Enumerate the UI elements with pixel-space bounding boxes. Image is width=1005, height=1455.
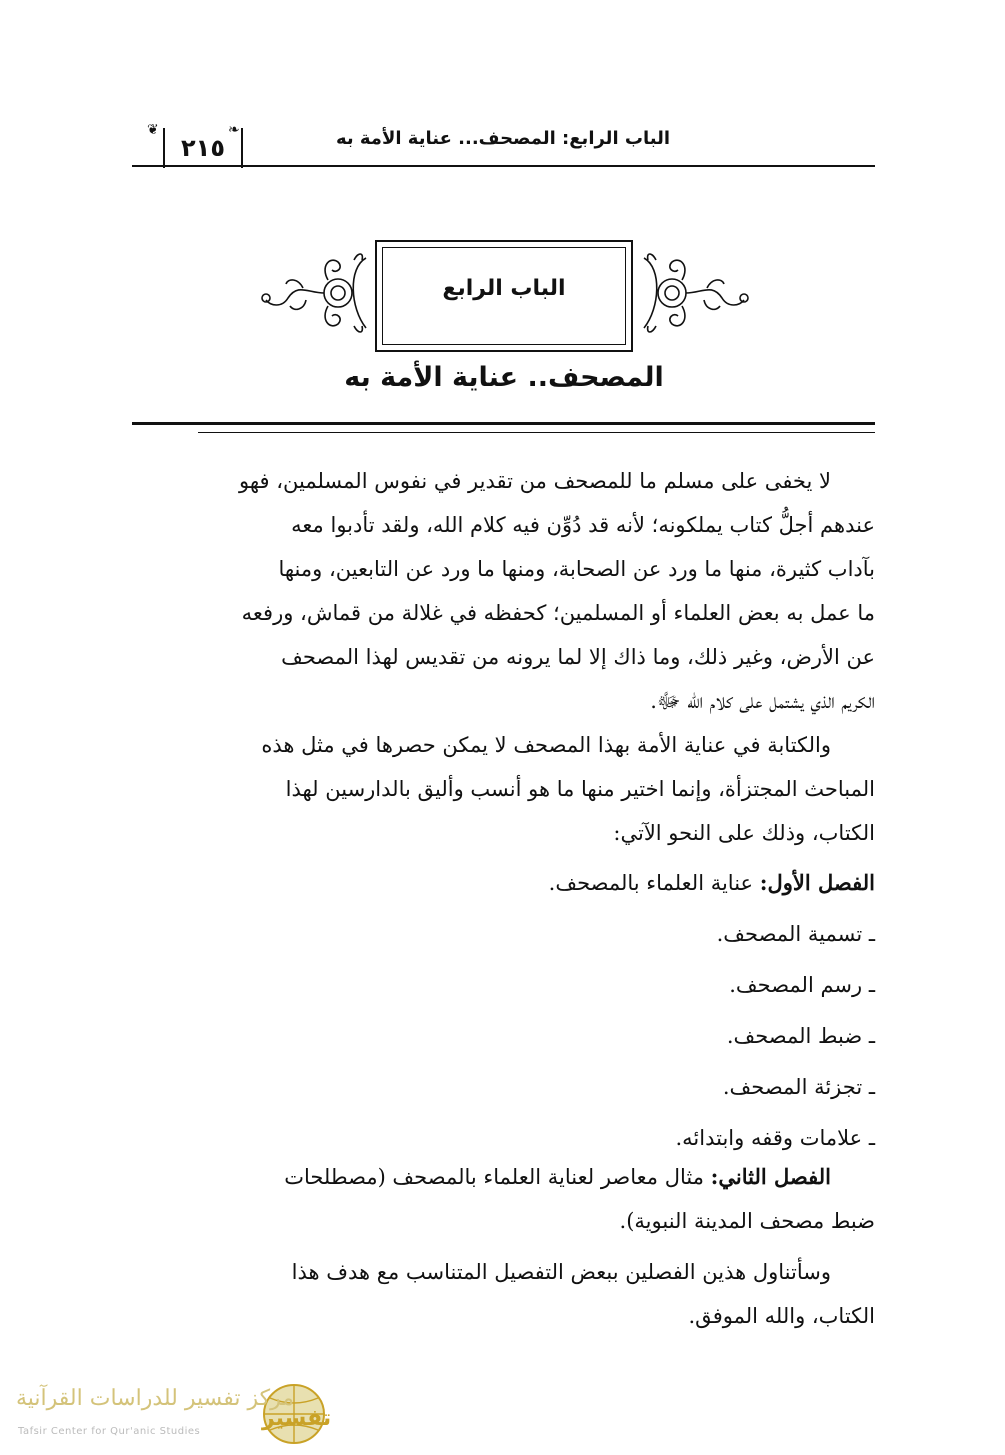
text-line: عندهم أجلُّ كتاب يملكونه؛ لأنه قد دُوِّن فيه كلام الله، ولقد تأدبوا معه: [291, 513, 875, 537]
section-one-label: الفصل الأول:: [759, 870, 875, 895]
list-item: ـ علامات وقفه وابتدائه.: [675, 1126, 875, 1150]
section-two-heading: [132, 1155, 875, 1243]
chapter-label: الباب الرابع: [442, 276, 566, 301]
section-two-text: مثال معاصر لعناية العلماء بالمصحف (مصطلحات: [284, 1165, 711, 1189]
page-number: ٢١٥: [163, 128, 243, 168]
section-one-text: عناية العلماء بالمصحف.: [548, 871, 760, 895]
text-line: لا يخفى على مسلم ما للمصحف من تقدير في نفوس المسلمين، فهو: [239, 469, 831, 493]
section-two-label: الفصل الثاني:: [710, 1164, 831, 1189]
header-divider: [132, 165, 875, 167]
list-item: ـ رسم المصحف.: [729, 973, 875, 997]
paragraph-closing: [132, 1250, 875, 1338]
text-line: المباحث المجتزأة، وإنما اختير منها ما هو أنسب وأليق بالدارسين لهذا: [285, 777, 875, 801]
text-line: والكتابة في عناية الأمة بهذا المصحف لا يمكن حصرها في مثل هذه: [261, 733, 831, 757]
logo-wordmark: تفسير: [262, 1406, 332, 1431]
text-line: ما عمل به بعض العلماء أو المسلمين؛ كحفظه في غلالة من قماش، ورفعه: [241, 601, 875, 625]
logo-english-name: Tafsir Center for Qur'anic Studies: [18, 1426, 201, 1437]
title-divider-thin: [198, 432, 875, 433]
chapter-subtitle: المصحف.. عناية الأمة به: [344, 362, 664, 393]
list-item: ـ تجزئة المصحف.: [722, 1075, 875, 1099]
page-number-ornament-icon: ❧: [228, 122, 240, 138]
text-line: وسأتناول هذين الفصلين ببعض التفصيل المتناسب مع هدف هذا: [291, 1260, 831, 1284]
list-item: ـ ضبط المصحف.: [726, 1024, 875, 1048]
text-line: الكتاب، والله الموفق.: [688, 1304, 875, 1328]
paragraph-scope: [132, 723, 875, 855]
paragraph-intro: [132, 459, 875, 723]
floral-ornament-icon: [258, 248, 368, 338]
text-line: ضبط مصحف المدينة النبوية).: [619, 1209, 875, 1233]
text-line: [132, 1155, 875, 1199]
section-one-heading: [132, 861, 919, 905]
list-item: ـ تسمية المصحف.: [716, 922, 875, 946]
text-line: الكتاب، وذلك على النحو الآتي:: [613, 821, 875, 845]
text-line: الكريم الذي يشتمل على كلام الله ﷻ.: [650, 689, 875, 713]
title-divider-thick: [132, 422, 875, 425]
chapter-heading-box: [375, 240, 633, 352]
floral-ornament-icon: [642, 248, 752, 338]
text-line: بآداب كثيرة، منها ما ورد عن الصحابة، ومنها ما ورد عن التابعين، ومنها: [278, 557, 875, 581]
publisher-logo: [0, 1378, 360, 1448]
text-line: عن الأرض، وغير ذلك، وما ذاك إلا لما يرونه من تقديس لهذا المصحف: [281, 645, 875, 669]
logo-center-name: مركز تفسير للدراسات القرآنية: [16, 1386, 295, 1411]
page-number-ornament-icon: ❦: [147, 122, 159, 138]
running-header-title: الباب الرابع: المصحف... عناية الأمة به: [335, 128, 670, 149]
